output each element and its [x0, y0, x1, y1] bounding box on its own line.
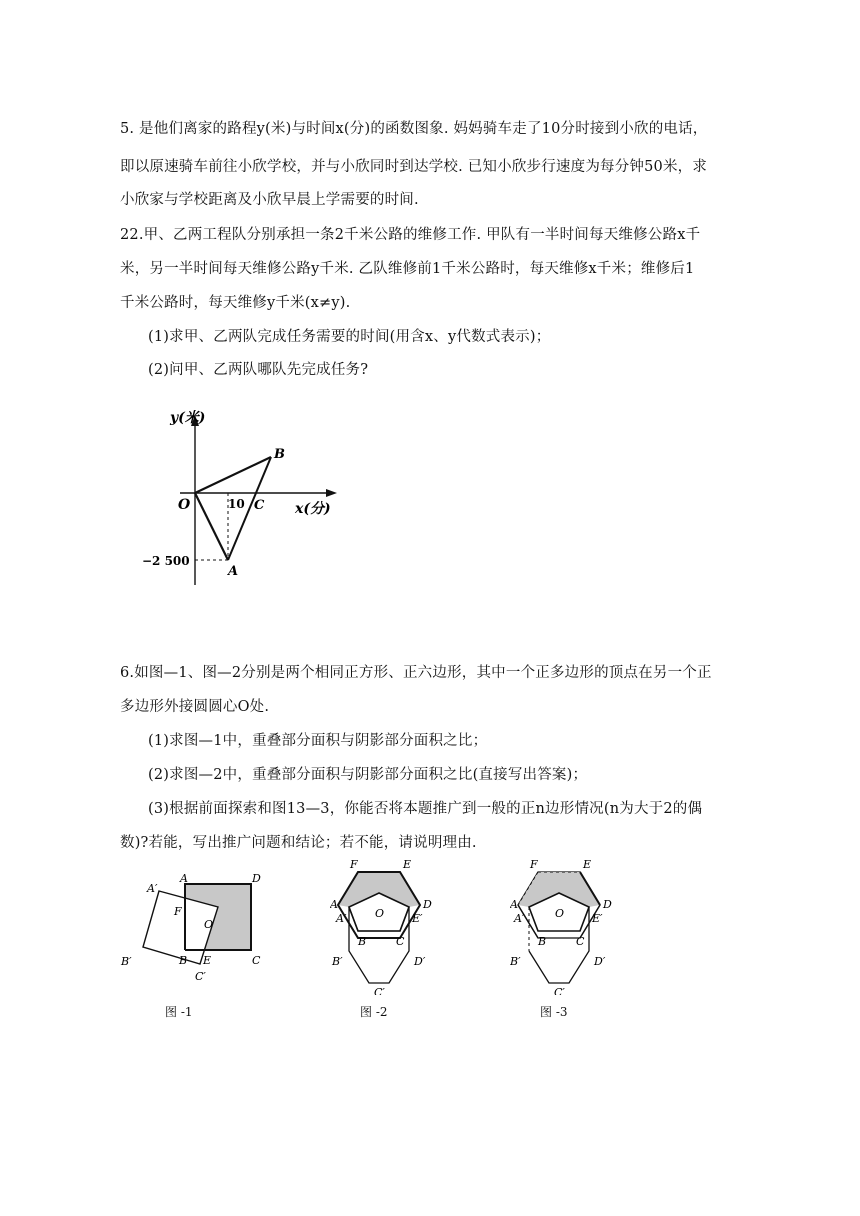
fig3-label-d-prime: D′: [594, 955, 606, 968]
problem5-line-1: 5. 是他们离家的路程y(米)与时间x(分)的函数图象. 妈妈骑车走了10分时接到小欣的电话，: [120, 121, 708, 137]
problem6-line-1: 6.如图—1、图—2分别是两个相同正方形、正六边形，其中一个正多边形的顶点在另一个正: [120, 665, 712, 681]
fig2-label-f: F: [350, 858, 358, 871]
fig1-label-b: B: [179, 954, 188, 967]
fig2-label-b: B: [358, 935, 367, 948]
problem6-question-2: (2)求图—2中，重叠部分面积与阴影部分面积之比(直接写出答案)；: [148, 767, 588, 783]
fig1-label-c-prime: C′: [195, 970, 206, 983]
segment-oa: [195, 493, 228, 560]
fig3-label-e-prime: E′: [592, 912, 603, 925]
figure-3-hexagons: [510, 855, 630, 995]
fig2-label-d: D: [423, 898, 432, 911]
fig1-label-e: E: [203, 954, 212, 967]
fig1-label-o: O: [204, 918, 214, 931]
point-c-label: C: [254, 498, 265, 513]
figure-1-caption: 图 -1: [165, 1005, 193, 1019]
fig2-label-c: C: [396, 935, 405, 948]
figure-1-squares: [115, 868, 275, 993]
figure-3-caption: 图 -3: [540, 1005, 568, 1019]
fig3-label-c: C: [576, 935, 585, 948]
fig1-label-b-prime: B′: [121, 955, 132, 968]
problem22-question-2: (2)问甲、乙两队哪队先完成任务?: [148, 362, 369, 378]
point-b-label: B: [274, 447, 285, 462]
fig2-label-d-prime: D′: [414, 955, 426, 968]
problem6-question-3-line-2: 数)?若能，写出推广问题和结论；若不能，请说明理由.: [120, 835, 477, 851]
fig1-label-c: C: [252, 954, 261, 967]
fig1-label-d: D: [252, 872, 261, 885]
tick-10-label: 10: [228, 497, 245, 511]
x-axis-label: x(分): [295, 501, 331, 517]
fig2-label-a: A: [330, 898, 338, 911]
problem6-question-1: (1)求图—1中，重叠部分面积与阴影部分面积之比；: [148, 733, 488, 749]
point-a-label: A: [228, 564, 239, 579]
problem22-line-2: 米，另一半时间每天维修公路y千米. 乙队维修前1千米公路时，每天维修x千米；维修后1: [120, 261, 695, 277]
problem6-line-2: 多边形外接圆圆心O处.: [120, 699, 270, 715]
figure-2-caption: 图 -2: [360, 1005, 388, 1019]
distance-time-graph: [140, 400, 360, 600]
figure-2-hexagons: [330, 855, 450, 995]
segment-ob: [195, 457, 271, 493]
fig3-label-o: O: [555, 907, 565, 920]
problem22-line-1: 22.甲、乙两工程队分别承担一条2千米公路的维修工作. 甲队有一半时间每天维修公路x千: [120, 227, 701, 243]
fig3-label-b: B: [538, 935, 547, 948]
problem22-question-1: (1)求甲、乙两队完成任务需要的时间(用含x、y代数式表示)；: [148, 329, 551, 345]
tick-y-label: −2 500: [142, 554, 190, 568]
fig2-label-o: O: [375, 907, 385, 920]
fig3-label-d: D: [603, 898, 612, 911]
fig1-label-a-prime: A′: [147, 882, 158, 895]
fig3-label-f: F: [530, 858, 538, 871]
fig2-label-b-prime: B′: [332, 955, 343, 968]
fig3-label-a: A: [510, 898, 518, 911]
fig1-label-a: A: [180, 872, 188, 885]
x-axis-arrow: [326, 489, 337, 497]
problem5-line-3: 小欣家与学校距离及小欣早晨上学需要的时间.: [120, 192, 419, 208]
fig3-label-c-prime: C′: [554, 986, 565, 995]
fig3-label-e: E: [583, 858, 592, 871]
y-axis-label: y(米): [170, 410, 206, 426]
problem6-question-3-line-1: (3)根据前面探索和图13—3，你能否将本题推广到一般的正n边形情况(n为大于2的偶: [148, 801, 703, 817]
origin-label: O: [178, 497, 191, 513]
fig1-label-f: F: [174, 905, 182, 918]
fig2-label-e-prime: E′: [412, 912, 423, 925]
fig2-label-a-prime: A′: [336, 912, 347, 925]
fig3-label-b-prime: B′: [510, 955, 521, 968]
problem22-line-3: 千米公路时，每天维修y千米(x≠y).: [120, 295, 351, 311]
fig2-label-c-prime: C′: [374, 986, 385, 995]
fig2-label-e: E: [403, 858, 412, 871]
problem5-line-2: 即以原速骑车前往小欣学校，并与小欣同时到达学校. 已知小欣步行速度为每分钟50米，求: [120, 159, 708, 175]
fig3-label-a-prime: A′: [514, 912, 525, 925]
